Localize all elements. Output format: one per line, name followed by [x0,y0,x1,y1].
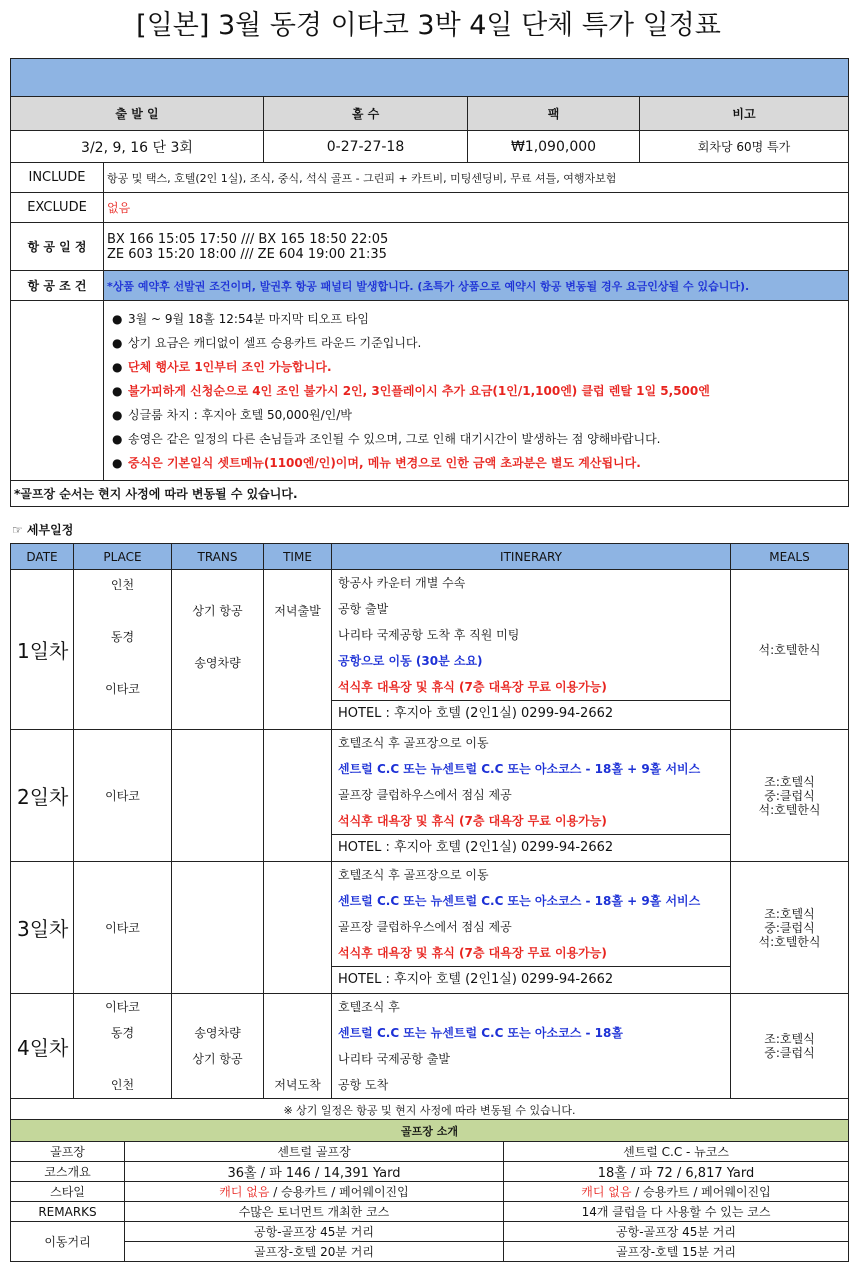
no-caddie-a: 캐디 없음 [219,1185,270,1199]
day-trans-line [174,572,261,598]
header-package: 팩 [468,97,640,131]
note-item [110,427,842,451]
summary-table [10,58,849,507]
notes-cell [104,301,849,481]
itinerary-item: 골프장 클럽하우스에서 점심 제공 [338,788,512,802]
day-places-cell [74,862,172,994]
day-trans-line [174,1072,261,1098]
itinerary-item: 나리타 국제공항 도착 후 직원 미팅 [338,628,520,642]
itinerary-item: 호텔조식 후 골프장으로 이동 [338,868,489,882]
style-a [125,1182,504,1202]
golf-row-label: 골프장 [11,1142,125,1162]
day-time-line [266,702,329,728]
day-places-cell [74,730,172,862]
condition-text: *상품 예약후 선발권 조건이며, 발권후 항공 패널티 발생합니다. (초특가 상품으로 예약시 항공 변동될 경우 요금인상될 수 있습니다). [104,271,849,301]
day-trans-line [174,941,261,967]
include-label: INCLUDE [11,163,104,193]
day-label: 3일차 [11,862,74,994]
col-meals: MEALS [731,544,849,570]
day-places-line [76,598,169,624]
note-item [110,331,842,355]
note-item [110,451,842,475]
day-places-line [76,863,169,889]
header-holes: 홀 수 [264,97,468,131]
golf-course-b: 센트럴 C.C - 뉴코스 [504,1142,849,1162]
day-time-cell [264,570,332,730]
blue-banner [11,59,849,97]
day-trans-line [174,863,261,889]
flight-schedule [104,223,849,271]
distance-b-2: 골프장-호텔 15분 거리 [504,1242,849,1262]
day-places-line: 이타코 [105,920,140,935]
day-time-line [266,941,329,967]
itinerary-item: 공항 도착 [338,1078,389,1092]
header-departure: 출 발 일 [11,97,264,131]
meals-cell: 조:호텔식 중:클럽식 [731,994,849,1099]
day-places-line [76,835,169,861]
distance-a-1: 공항-골프장 45분 거리 [125,1222,504,1242]
day-time-line [266,624,329,650]
day-time-line [266,731,329,757]
golf-intro-header: 골프장 소개 [11,1120,849,1142]
day-trans-line [174,835,261,861]
day-places-line [76,731,169,757]
itinerary-item: 호텔조식 후 골프장으로 이동 [338,736,489,750]
note-text: 상기 요금은 캐디없이 셀프 승용카트 라운드 기준입니다. [128,335,422,350]
day-places-line [76,809,169,835]
day-row [11,862,849,994]
course-summary-label: 코스개요 [11,1162,125,1182]
itinerary-item: 센트럴 C.C 또는 뉴센트럴 C.C 또는 아소코스 - 18홀 + 9홀 서비스 [338,762,701,776]
itinerary-item: 나리타 국제공항 출발 [338,1052,450,1066]
day-time-line [266,757,329,783]
col-place: PLACE [74,544,172,570]
departure-dates: 3/2, 9, 16 단 3회 [11,131,264,163]
day-row [11,570,849,730]
schedule-note: ※ 상기 일정은 항공 및 현지 사정에 따라 변동될 수 있습니다. [11,1099,849,1121]
remarks-value: 회차당 60명 특가 [640,131,849,163]
day-places-line: 동경 [110,1026,135,1040]
day-places-line: 인천 [110,1078,135,1092]
day-time-line [266,572,329,598]
note-text: 송영은 같은 일정의 다른 손님들과 조인될 수 있으며, 그로 인해 대기시간이 발생하는 점 양해바랍니다. [128,431,661,446]
note-item [110,307,842,331]
col-date: DATE [11,544,74,570]
day-time-line [266,809,329,835]
day-trans-line [174,624,261,650]
notes-empty-cell [11,301,104,481]
day-places-line [76,889,169,915]
day-time-line [266,1046,329,1072]
day-time-line [266,994,329,1020]
day-time-line [266,835,329,861]
golf-course-a: 센트럴 골프장 [125,1142,504,1162]
day-places-cell [74,570,172,730]
day-trans-line [174,702,261,728]
day-trans-line: 상기 항공 [192,1052,243,1066]
bullet-icon: ● [112,335,123,350]
style-b [504,1182,849,1202]
day-trans-line [174,783,261,809]
itinerary-item: 센트럴 C.C 또는 뉴센트럴 C.C 또는 아소코스 - 18홀 + 9홀 서비스 [338,894,701,908]
col-trans: TRANS [172,544,264,570]
day-trans-line [174,967,261,993]
schedule-body [11,570,849,1099]
golf-order-note: *골프장 순서는 현지 사정에 따라 변동될 수 있습니다. [11,481,849,507]
style-label: 스타일 [11,1182,125,1202]
day-trans-line [174,757,261,783]
day-trans-cell [172,994,264,1099]
meals-cell: 조:호텔식 중:클럽식 석:호텔한식 [731,730,849,862]
day-places-line [76,757,169,783]
exclude-label: EXCLUDE [11,193,104,223]
meals-cell: 석:호텔한식 [731,570,849,730]
day-time-line [266,783,329,809]
day-time-line [266,863,329,889]
hotel-line: HOTEL : 후지아 호텔 (2인1실) 0299-94-2662 [332,700,730,727]
day-places-line: 인천 [110,577,135,592]
condition-label: 항 공 조 건 [11,271,104,301]
note-item [110,403,842,427]
day-places-line: 동경 [110,629,135,644]
itinerary-item: 석식후 대욕장 및 휴식 (7층 대욕장 무료 이용가능) [338,946,607,960]
note-text: 싱글룸 차지 : 후지아 호텔 50,000원/인/박 [128,407,352,422]
note-text: 3월 ~ 9월 18홀 12:54분 마지막 티오프 타임 [128,311,369,326]
col-time: TIME [264,544,332,570]
header-remarks: 비고 [640,97,849,131]
day-places-line [76,967,169,993]
day-places-line [76,650,169,676]
note-text: 불가피하게 신청순으로 4인 조인 불가시 2인, 3인플레이시 추가 요금(1인/1,100엔) 클럽 렌탈 1일 5,500엔 [128,383,710,398]
day-trans-cell [172,862,264,994]
day-label: 1일차 [11,570,74,730]
day-places-cell [74,994,172,1099]
include-text: 항공 및 택스, 호텔(2인 1실), 조식, 중식, 석식 골프 - 그린피 + 카트비, 미팅센딩비, 무료 셔틀, 여행자보험 [104,163,849,193]
day-time-cell [264,730,332,862]
package-price: ₩1,090,000 [468,131,640,163]
bullet-icon: ● [112,359,123,374]
remarks-label: REMARKS [11,1202,125,1222]
note-item [110,355,842,379]
day-trans-line [174,676,261,702]
day-trans-line [174,809,261,835]
style-b-rest: / 승용카트 / 페어웨이진입 [631,1185,771,1199]
flight-line-1: BX 166 15:05 17:50 /// BX 165 18:50 22:05 [107,231,389,247]
bullet-icon: ● [112,311,123,326]
itinerary-cell [332,994,731,1099]
day-row [11,994,849,1099]
day-time-line [266,1020,329,1046]
day-trans-line: 상기 항공 [192,603,243,618]
day-time-line [266,967,329,993]
day-trans-line [174,915,261,941]
day-trans-line [174,889,261,915]
itinerary-cell [332,862,731,994]
schedule-table [10,543,849,1121]
note-text: 단체 행사로 1인부터 조인 가능합니다. [128,359,332,374]
day-label: 4일차 [11,994,74,1099]
itinerary-item: 항공사 카운터 개별 수속 [338,576,466,590]
no-caddie-b: 캐디 없음 [581,1185,632,1199]
day-time-line: 저녁출발 [274,603,321,618]
notes-list [110,307,842,475]
flight-label: 항 공 일 정 [11,223,104,271]
itinerary-item: 센트럴 C.C 또는 뉴센트럴 C.C 또는 아소코스 - 18홀 [338,1026,623,1040]
itinerary-item: 골프장 클럽하우스에서 점심 제공 [338,920,512,934]
day-trans-line: 송영차량 [194,1026,241,1040]
day-time-line [266,889,329,915]
distance-a-2: 골프장-호텔 20분 거리 [125,1242,504,1262]
day-time-line [266,676,329,702]
page-title: [일본] 3월 동경 이타코 3박 4일 단체 특가 일정표 [136,10,721,41]
day-places-line: 이타코 [105,788,140,803]
hotel-line: HOTEL : 후지아 호텔 (2인1실) 0299-94-2662 [332,966,730,993]
note-text: 중식은 기본일식 셋트메뉴(1100엔/인)이며, 메뉴 변경으로 인한 금액 초과분은 별도 계산됩니다. [128,455,641,470]
day-places-line [76,1046,169,1072]
day-time-line [266,650,329,676]
remarks-a: 수많은 토너먼트 개최한 코스 [125,1202,504,1222]
day-places-line [76,941,169,967]
day-trans-cell [172,570,264,730]
day-trans-cell [172,730,264,862]
itinerary-item: 호텔조식 후 [338,1000,400,1014]
hotel-line: HOTEL : 후지아 호텔 (2인1실) 0299-94-2662 [332,834,730,861]
hole-count: 0-27-27-18 [264,131,468,163]
day-row [11,730,849,862]
day-places-line: 이타코 [105,681,140,696]
exclude-text: 없음 [104,193,849,223]
course-summary-a: 36홀 / 파 146 / 14,391 Yard [125,1162,504,1182]
day-time-cell [264,994,332,1099]
itinerary-item: 공항 출발 [338,602,389,616]
day-places-line: 이타코 [105,1000,140,1014]
meals-cell: 조:호텔식 중:클럽식 석:호텔한식 [731,862,849,994]
day-time-line [266,915,329,941]
golf-intro-table [10,1119,849,1262]
itinerary-item: 석식후 대욕장 및 휴식 (7층 대욕장 무료 이용가능) [338,814,607,828]
bullet-icon: ● [112,407,123,422]
bullet-icon: ● [112,431,123,446]
style-a-rest: / 승용카트 / 페어웨이진입 [269,1185,409,1199]
course-summary-b: 18홀 / 파 72 / 6,817 Yard [504,1162,849,1182]
flight-line-2: ZE 603 15:20 18:00 /// ZE 604 19:00 21:35 [107,246,387,262]
day-places-line [76,702,169,728]
day-time-cell [264,862,332,994]
detail-schedule-label: ☞ 세부일정 [12,523,74,537]
distance-b-1: 공항-골프장 45분 거리 [504,1222,849,1242]
day-trans-line [174,994,261,1020]
itinerary-cell [332,730,731,862]
itinerary-cell [332,570,731,730]
distance-label: 이동거리 [11,1222,125,1262]
itinerary-item: 석식후 대욕장 및 휴식 (7층 대욕장 무료 이용가능) [338,680,607,694]
day-trans-line: 송영차량 [194,655,241,670]
day-trans-line [174,731,261,757]
day-label: 2일차 [11,730,74,862]
bullet-icon: ● [112,455,123,470]
day-time-line: 저녁도착 [274,1078,321,1092]
bullet-icon: ● [112,383,123,398]
note-item [110,379,842,403]
col-itinerary: ITINERARY [332,544,731,570]
remarks-b: 14개 클럽을 다 사용할 수 있는 코스 [504,1202,849,1222]
itinerary-item: 공항으로 이동 (30분 소요) [338,654,483,668]
